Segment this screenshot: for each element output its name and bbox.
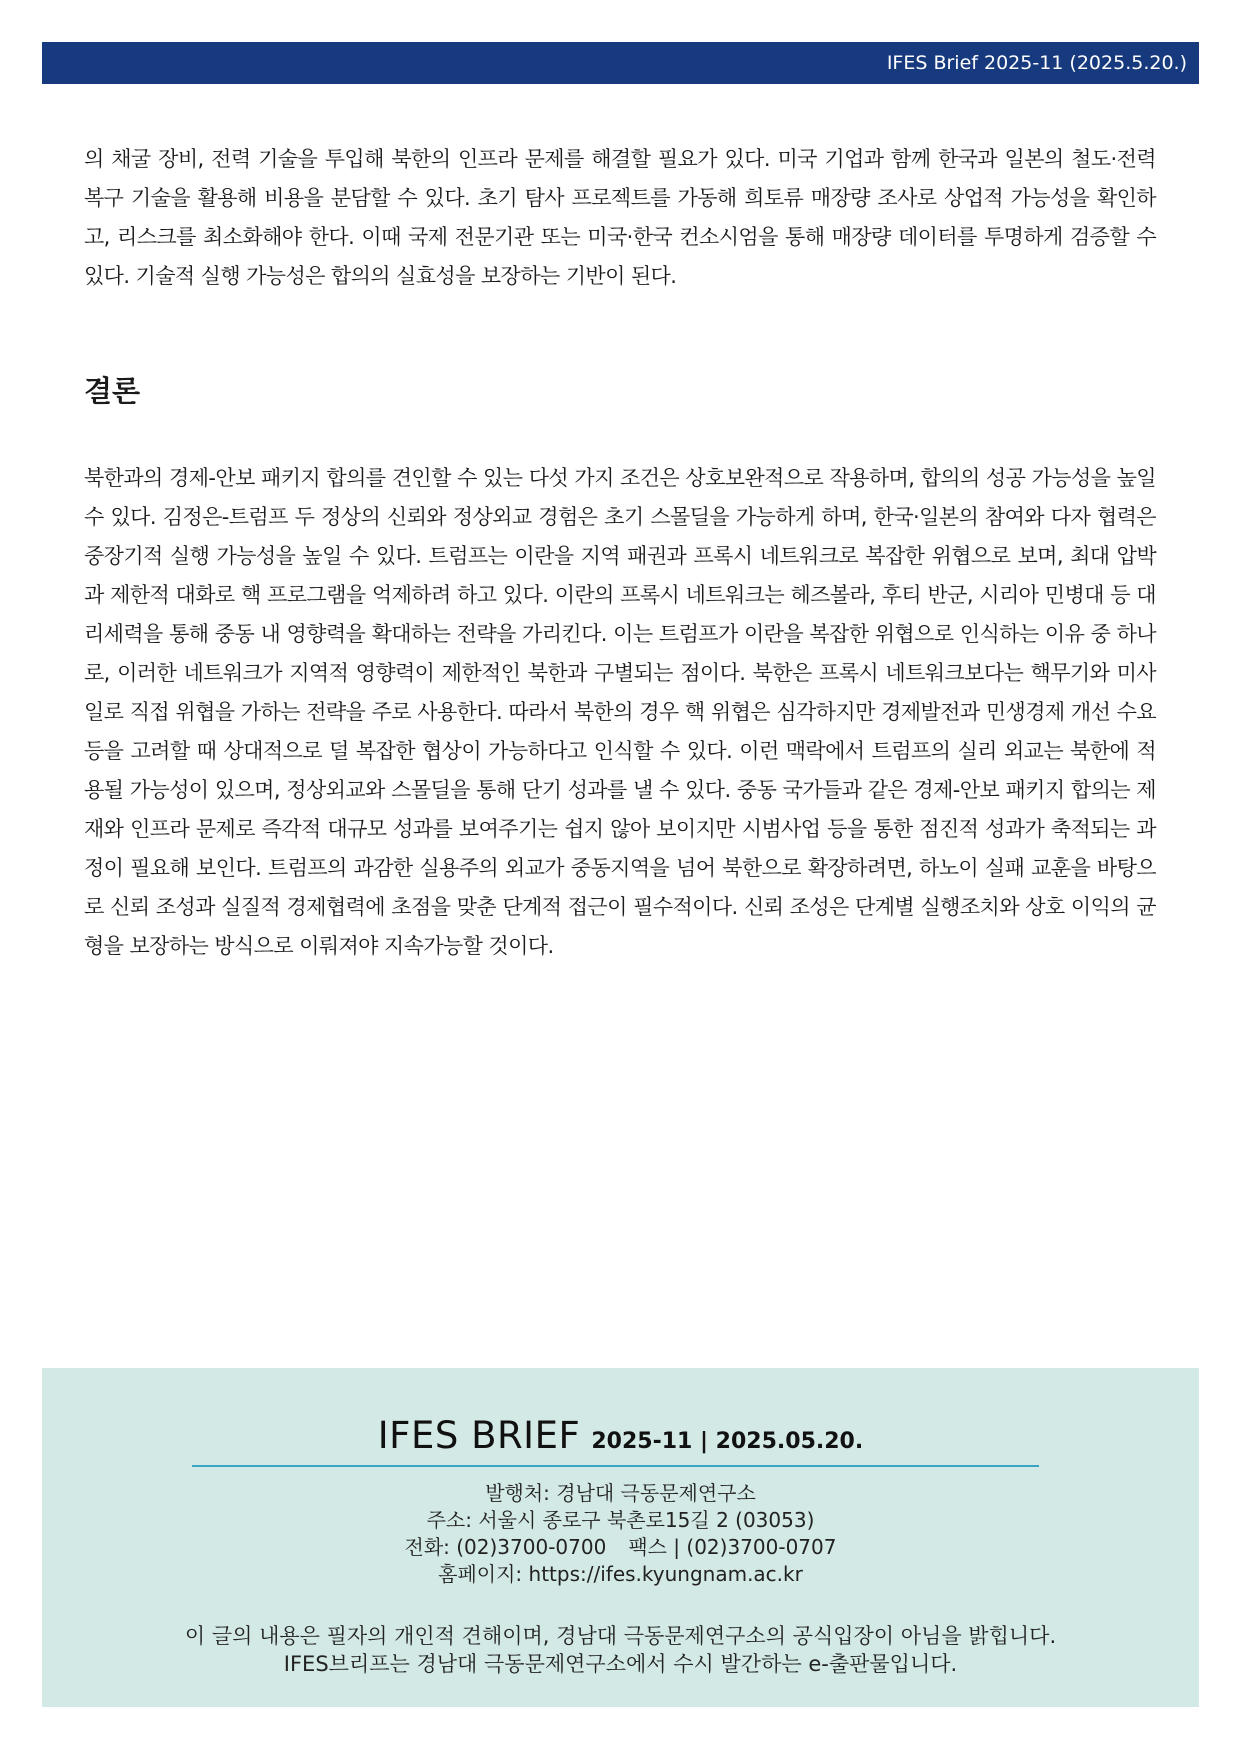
fax-text: 팩스 | (02)3700-0707 (628, 1535, 837, 1559)
section-title: 결론 (84, 374, 141, 408)
footer-divider (192, 1465, 1039, 1467)
disclaimer-line: 이 글의 내용은 필자의 개인적 견해이며, 경남대 극동문제연구소의 공식입장이 아님을 밝힙니다. (184, 1624, 1057, 1648)
intro-section (84, 140, 1156, 296)
footer-contact (42, 1480, 1199, 1588)
footer-notice (42, 1622, 1199, 1678)
publisher-line: 발행처: 경남대 극동문제연구소 (485, 1481, 756, 1505)
phone-fax-line (42, 1534, 1199, 1561)
header-bar (42, 42, 1199, 84)
homepage-line[interactable]: 홈페이지: https://ifes.kyungnam.ac.kr (438, 1562, 803, 1586)
footer-box (42, 1368, 1199, 1707)
footer-title: IFES BRIEF (377, 1414, 581, 1457)
intro-paragraph: 의 채굴 장비, 전력 기술을 투입해 북한의 인프라 문제를 해결할 필요가 있다. 미국 기업과 함께 한국과 일본의 철도·전력 복구 기술을 활용해 비용을 분담할 수 있다. 초기 탐사 프로젝트를 가동해 희토류 매장량 조사로 상업적 가능성을 확인하고, 리스크를 최소화해야 한다. 이때 국제 전문기관 또는 미국·한국 컨소시엄을 통해 매장량 데이터를 투명하게 검증할 수 있다. 기술적 실행 가능성은 합의의 실효성을 보장하는 기반이 된다. (84, 147, 1156, 288)
conclusion-paragraph: 북한과의 경제-안보 패키지 합의를 견인할 수 있는 다섯 가지 조건은 상호보완적으로 작용하며, 합의의 성공 가능성을 높일 수 있다. 김정은-트럼프 두 정상의 신뢰와 정상외교 경험은 초기 스몰딜을 가능하게 하며, 한국·일본의 참여와 다자 협력은 중장기적 실행 가능성을 높일 수 있다. 트럼프는 이란을 지역 패권과 프록시 네트워크로 복잡한 위협으로 보며, 최대 압박과 제한적 대화로 핵 프로그램을 억제하려 하고 있다. 이란의 프록시 네트워크는 헤즈볼라, 후티 반군, 시리아 민병대 등 대리세력을 통해 중동 내 영향력을 확대하는 전략을 가리킨다. 이는 트럼프가 이란을 복잡한 위협으로 인식하는 이유 중 하나로, 이러한 네트워크가 지역적 영향력이 제한적인 북한과 구별되는 점이다. 북한은 프록시 네트워크보다는 핵무기와 미사일로 직접 위협을 가하는 전략을 주로 사용한다. 따라서 북한의 경우 핵 위협은 심각하지만 경제발전과 민생경제 개선 수요 등을 고려할 때 상대적으로 덜 복잡한 협상이 가능하다고 인식할 수 있다. 이런 맥락에서 트럼프의 실리 외교는 북한에 적용될 가능성이 있으며, 정상외교와 스몰딜을 통해 단기 성과를 낼 수 있다. 중동 국가들과 같은 경제-안보 패키지 합의는 제재와 인프라 문제로 즉각적 대규모 성과를 보여주기는 쉽지 않아 보이지만 시범사업 등을 통한 점진적 성과가 축적되는 과정이 필요해 보인다. 트럼프의 과감한 실용주의 외교가 중동지역을 넘어 북한으로 확장하려면, 하노이 실패 교훈을 바탕으로 신뢰 조성과 실질적 경제협력에 초점을 맞춘 단계적 접근이 필수적이다. 신뢰 조성은 단계별 실행조치와 상호 이익의 균형을 보장하는 방식으로 이뤄져야 지속가능할 것이다. (84, 466, 1156, 958)
running-title: IFES Brief 2025-11 (2025.5.20.) (886, 52, 1187, 74)
footer-issue: 2025-11 | 2025.05.20. (591, 1429, 864, 1454)
conclusion-section (84, 459, 1156, 966)
address-line: 주소: 서울시 종로구 북촌로15길 2 (03053) (426, 1508, 815, 1532)
footer-title-row (42, 1414, 1199, 1457)
about-line: IFES브리프는 경남대 극동문제연구소에서 수시 발간하는 e-출판물입니다. (283, 1652, 958, 1676)
phone-text: 전화: (02)3700-0700 (404, 1535, 607, 1559)
